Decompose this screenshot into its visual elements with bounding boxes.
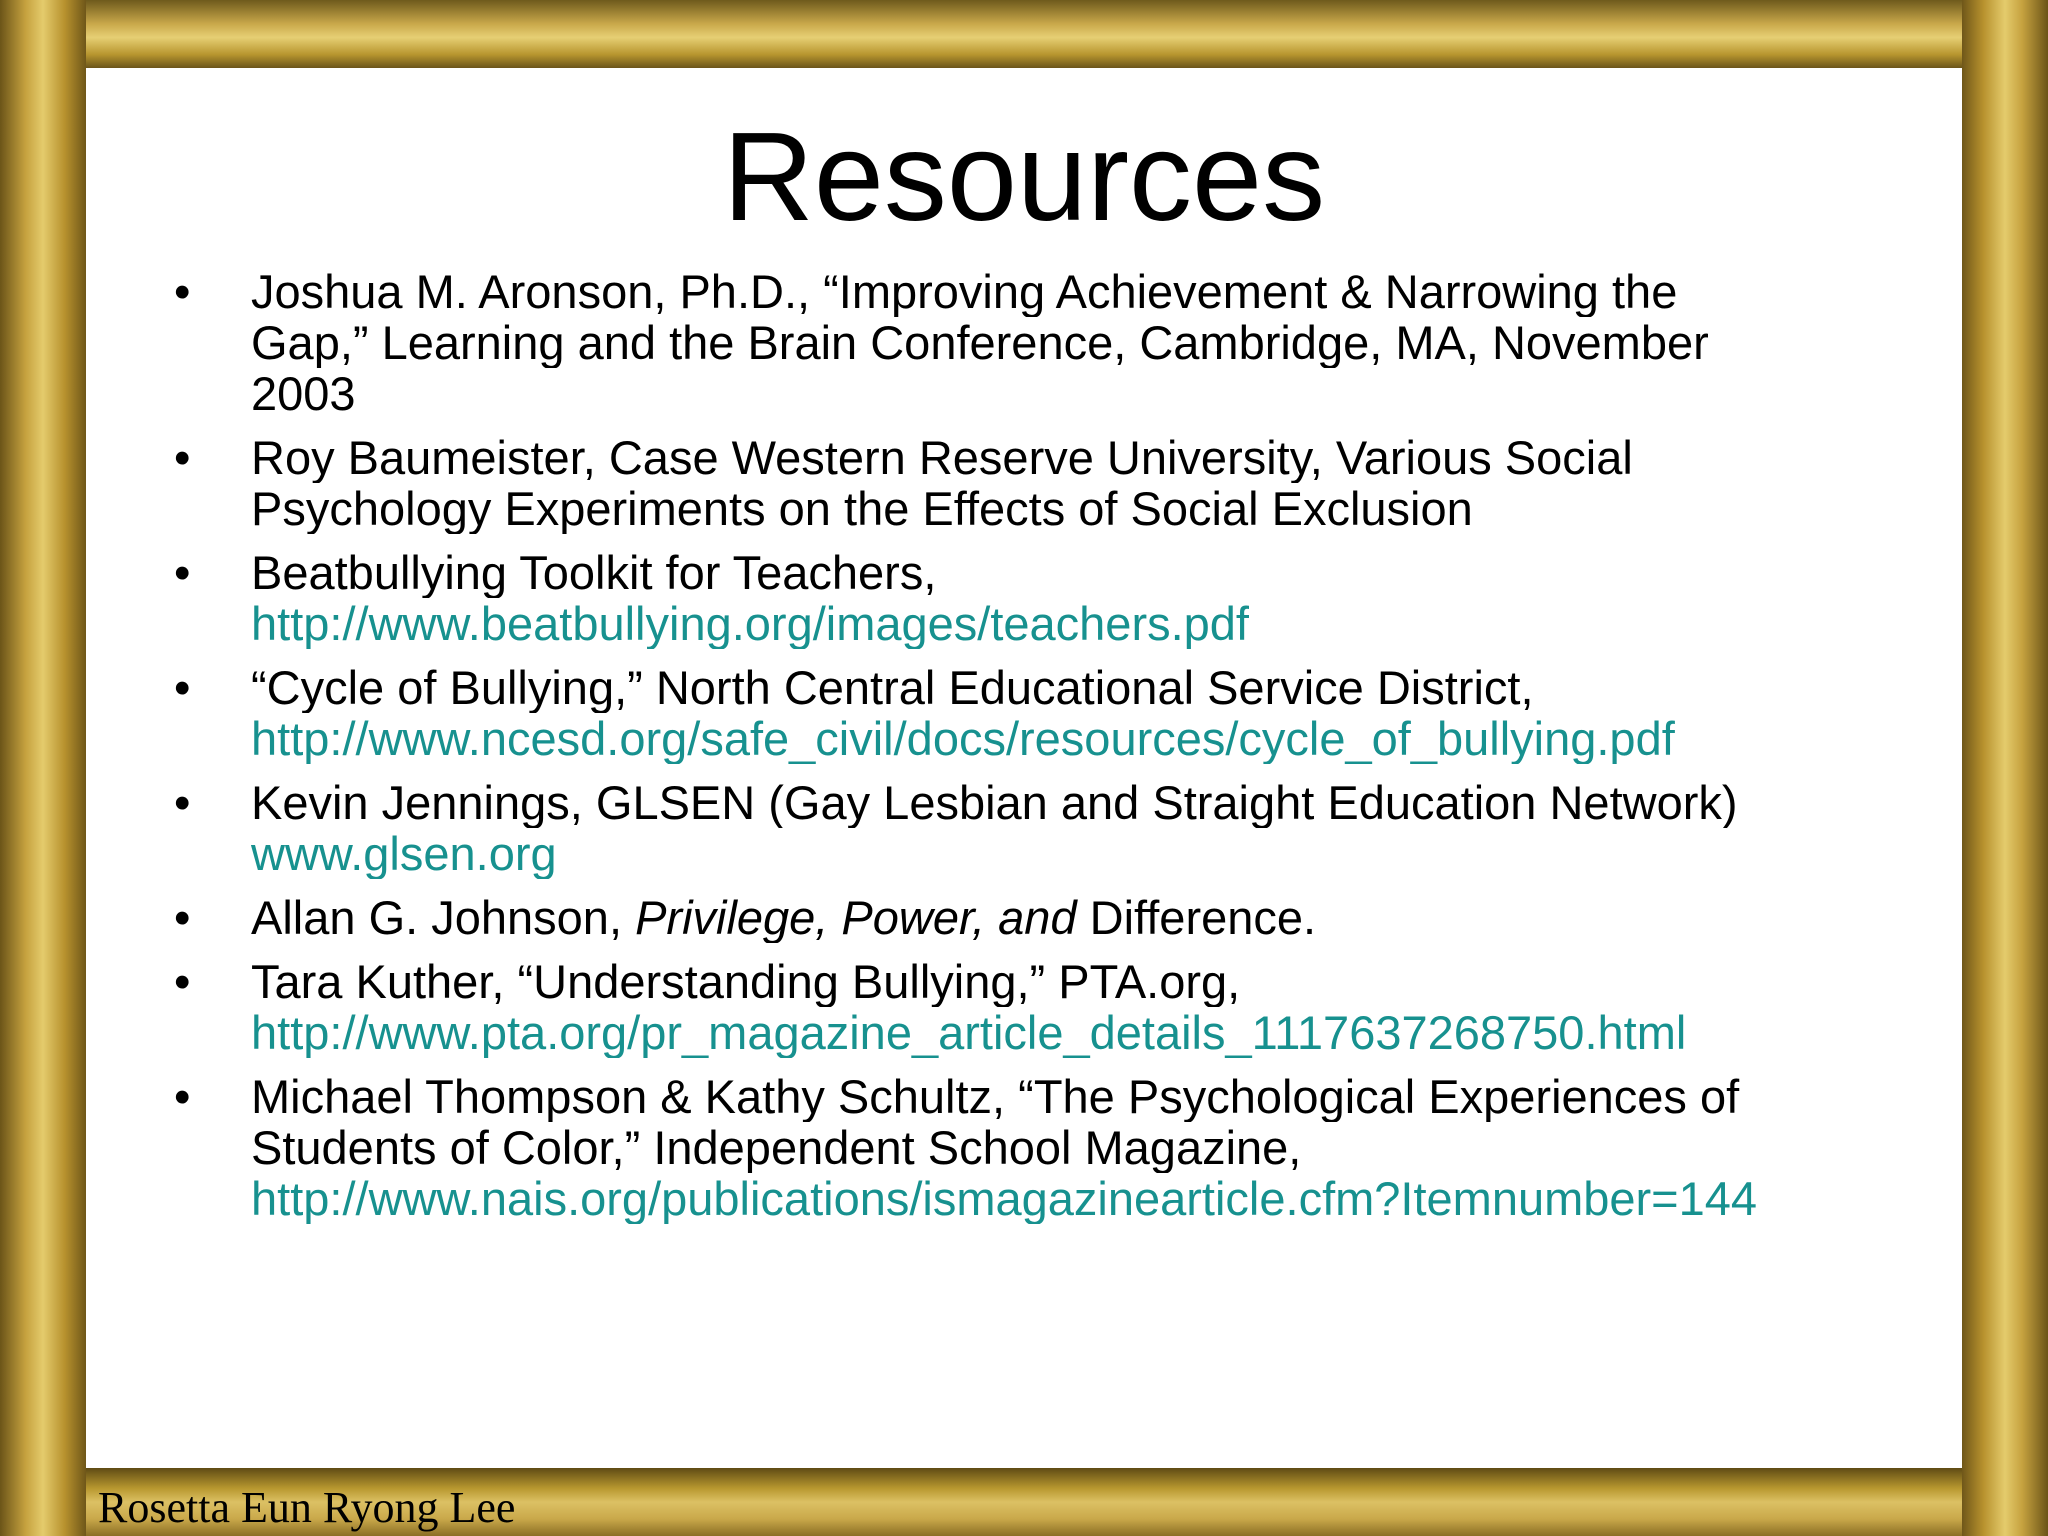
resource-line: Roy Baumeister, Case Western Reserve University, Various Social (251, 432, 1633, 483)
bullet-icon: • (174, 955, 191, 1008)
resource-link[interactable]: http://www.ncesd.org/safe_civil/docs/resources/cycle_of_bullying.pdf (251, 713, 1675, 764)
list-item (86, 1071, 1962, 1224)
bullet-icon: • (174, 776, 191, 829)
resource-line: Tara Kuther, “Understanding Bullying,” PTA.org, (251, 956, 1241, 1007)
bullet-icon: • (174, 891, 191, 944)
resource-text (251, 662, 1956, 764)
resource-line: Michael Thompson & Kathy Schultz, “The Psychological Experiences of (251, 1071, 1740, 1122)
resource-text (251, 432, 1956, 534)
list-item (86, 662, 1962, 764)
list-item (86, 266, 1962, 419)
resource-line: “Cycle of Bullying,” North Central Educational Service District, (251, 662, 1534, 713)
resource-text (251, 266, 1956, 419)
resource-text (251, 777, 1956, 879)
resource-line: Kevin Jennings, GLSEN (Gay Lesbian and Straight Education Network) (251, 777, 1738, 828)
list-item (86, 432, 1962, 534)
list-item (86, 547, 1962, 649)
frame-top-border (0, 0, 2048, 68)
resource-text (251, 892, 1956, 943)
bullet-icon: • (174, 1070, 191, 1123)
frame-right-border (1962, 0, 2048, 1536)
resource-author: Allan G. Johnson, (251, 892, 636, 943)
resource-text (251, 1071, 1956, 1224)
resource-link[interactable]: http://www.nais.org/publications/ismagazinearticle.cfm?Itemnumber=144 (251, 1173, 1758, 1224)
resource-line: 2003 (251, 368, 356, 419)
footer-author: Rosetta Eun Ryong Lee (98, 1483, 516, 1532)
resource-line: Students of Color,” Independent School Magazine, (251, 1122, 1302, 1173)
resource-link[interactable]: www.glsen.org (251, 828, 557, 879)
slide-title: Resources (722, 106, 1326, 247)
bullet-icon: • (174, 431, 191, 484)
list-item (86, 892, 1962, 943)
slide-canvas (86, 68, 1962, 1468)
resource-text (251, 547, 1956, 649)
resource-text (251, 956, 1956, 1058)
resource-title-italic: Privilege, Power, and (635, 892, 1077, 943)
resource-list (86, 266, 1962, 1237)
bullet-icon: • (174, 265, 191, 318)
resource-link[interactable]: http://www.pta.org/pr_magazine_article_details_1117637268750.html (251, 1007, 1687, 1058)
resource-line: Joshua M. Aronson, Ph.D., “Improving Achievement & Narrowing the (251, 266, 1678, 317)
resource-line: Beatbullying Toolkit for Teachers, (251, 547, 937, 598)
resource-line (251, 892, 1956, 943)
resource-line: Psychology Experiments on the Effects of Social Exclusion (251, 483, 1473, 534)
list-item (86, 956, 1962, 1058)
bullet-icon: • (174, 661, 191, 714)
resource-link[interactable]: http://www.beatbullying.org/images/teachers.pdf (251, 598, 1249, 649)
resource-line: Gap,” Learning and the Brain Conference, Cambridge, MA, November (251, 317, 1709, 368)
bullet-icon: • (174, 546, 191, 599)
list-item (86, 777, 1962, 879)
frame-left-border (0, 0, 86, 1536)
resource-title-rest: Difference. (1076, 892, 1317, 943)
